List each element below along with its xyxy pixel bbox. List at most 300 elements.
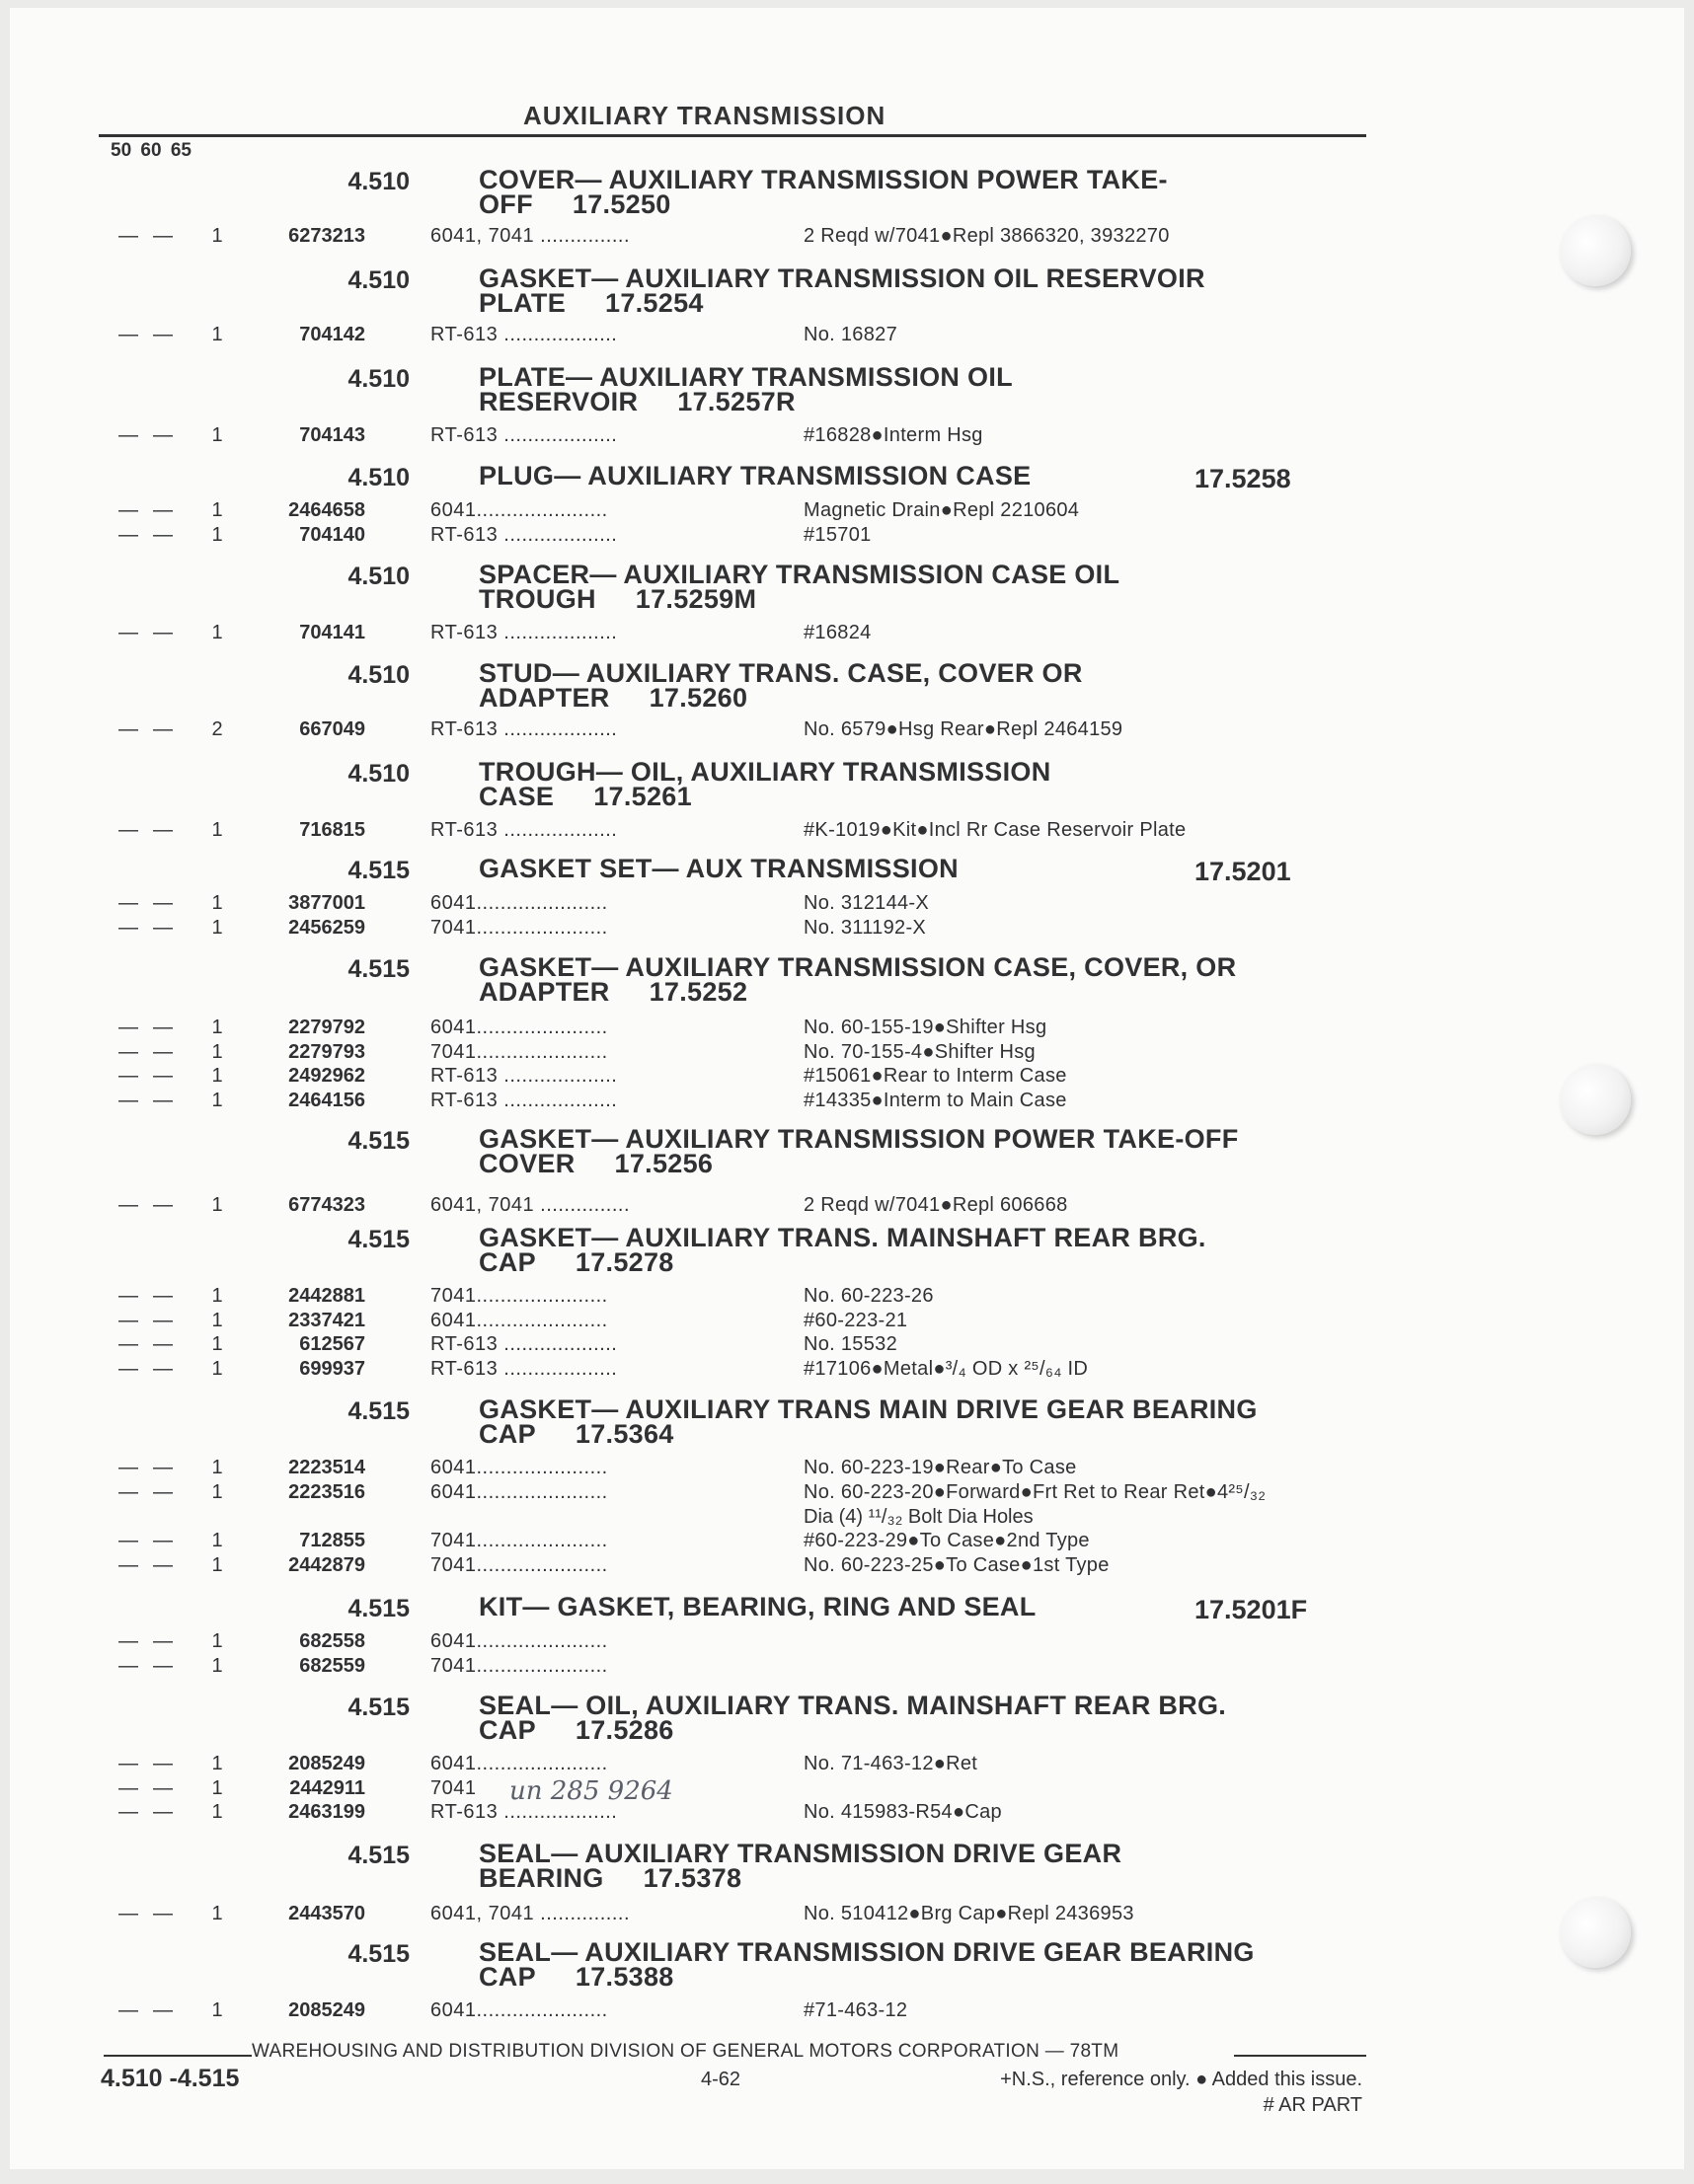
section-title (479, 1124, 1367, 1178)
part-number: 2464156 (288, 1090, 365, 1112)
part-description: #60-223-21 (804, 1309, 908, 1331)
section-title-line2 (479, 288, 1367, 318)
year-columns: 50 60 65 (111, 140, 192, 161)
part-number: 667049 (299, 718, 365, 740)
section-reference: 17.5257R (677, 387, 796, 416)
part-number: 2442911 (289, 1776, 365, 1799)
model-application: 6041...................... (430, 892, 608, 914)
qty-1950: — (118, 1903, 138, 1924)
part-row (0, 324, 1694, 347)
section-title (479, 1592, 1367, 1621)
part-row (0, 1310, 1694, 1333)
model-application: 7041...................... (430, 1530, 608, 1552)
qty-1960: — (153, 1776, 173, 1799)
section-title-continuation: RESERVOIR (479, 387, 639, 416)
qty-1960: — (153, 1285, 173, 1307)
part-description: #15061●Rear to Interm Case (804, 1065, 1067, 1088)
part-number: 6273213 (288, 225, 365, 247)
part-number: 6774323 (288, 1194, 365, 1216)
qty-1965: 1 (211, 1065, 223, 1088)
section-title-line1: GASKET— AUXILIARY TRANSMISSION POWER TAKE-OFF (479, 1124, 1239, 1154)
model-application: RT-613 ................... (430, 1333, 618, 1356)
section-title (479, 757, 1367, 811)
model-application: 7041...................... (430, 1285, 608, 1307)
model-application: 7041...................... (430, 1654, 608, 1677)
part-number: 712855 (299, 1530, 365, 1552)
page-title: AUXILIARY TRANSMISSION (523, 101, 886, 130)
qty-1965: 1 (211, 1358, 223, 1381)
model-application: RT-613 ................... (430, 819, 618, 841)
qty-1965: 1 (211, 1776, 223, 1799)
part-row (0, 1358, 1694, 1382)
qty-1960: — (153, 1654, 173, 1677)
part-description: Magnetic Drain●Repl 2210604 (804, 499, 1080, 521)
qty-1950: — (118, 324, 138, 345)
part-description: No. 6579●Hsg Rear●Repl 2464159 (804, 718, 1123, 740)
qty-1960: — (153, 1457, 173, 1478)
footer-rule-left (104, 2055, 252, 2057)
part-row (0, 1801, 1694, 1825)
section-title-continuation: CAP (479, 1962, 536, 1992)
qty-1960: — (153, 1630, 173, 1652)
part-description: No. 415983-R54●Cap (804, 1801, 1002, 1824)
section-title (479, 658, 1367, 713)
section-reference: 17.5258 (1194, 464, 1291, 493)
section-reference: 17.5261 (593, 782, 692, 811)
qty-1965: 1 (211, 1017, 223, 1038)
section-title (479, 461, 1367, 490)
part-description: No. 60-155-19●Shifter Hsg (804, 1017, 1047, 1038)
model-application: 7041...................... (430, 1553, 608, 1576)
part-row (0, 819, 1694, 843)
qty-1950: — (118, 1090, 138, 1112)
section-code: 4.515 (347, 1940, 410, 1968)
part-number: 2223516 (288, 1480, 365, 1503)
section-title (479, 165, 1367, 219)
qty-1965: 1 (211, 424, 223, 446)
qty-1950: — (118, 1530, 138, 1552)
part-number: 612567 (299, 1333, 365, 1356)
qty-1960: — (153, 622, 173, 643)
section-title-line1: GASKET— AUXILIARY TRANSMISSION OIL RESERVOIR (479, 264, 1205, 293)
part-row (0, 1999, 1694, 2023)
section-title-continuation: CAP (479, 1247, 536, 1277)
part-number: 2279792 (288, 1017, 365, 1038)
model-application: 6041...................... (430, 1017, 608, 1038)
section-code: 4.515 (347, 1127, 410, 1155)
part-description: #17106●Metal●³/₄ OD x ²⁵/₆₄ ID (804, 1358, 1089, 1381)
part-row (0, 225, 1694, 249)
section-code: 4.515 (347, 1694, 410, 1721)
section-code: 4.515 (347, 1595, 410, 1622)
part-number: 704143 (299, 424, 365, 446)
qty-1950: — (118, 892, 138, 914)
section-title-line2 (479, 1419, 1367, 1449)
section-title-continuation: CAP (479, 1419, 536, 1449)
model-application: 7041...................... (430, 1040, 608, 1063)
section-title (479, 1394, 1367, 1449)
section-reference: 17.5286 (575, 1715, 674, 1745)
model-application: RT-613 ................... (430, 622, 618, 643)
part-number: 2279793 (288, 1040, 365, 1063)
part-description: No. 311192-X (804, 916, 927, 939)
part-row (0, 892, 1694, 916)
part-row (0, 1285, 1694, 1309)
section-reference: 17.5364 (575, 1419, 674, 1449)
part-description: #60-223-29●To Case●2nd Type (804, 1530, 1090, 1552)
qty-1950: — (118, 819, 138, 841)
part-row (0, 1065, 1694, 1089)
qty-1950: — (118, 1776, 138, 1799)
part-row (0, 1630, 1694, 1654)
section-title (479, 854, 1367, 883)
part-description: #16824 (804, 622, 872, 643)
model-application: RT-613 ................... (430, 1065, 618, 1088)
qty-1960: — (153, 523, 173, 546)
qty-1965: 1 (211, 523, 223, 546)
qty-1960: — (153, 916, 173, 939)
part-number: 2337421 (288, 1309, 365, 1331)
part-row (0, 1480, 1694, 1528)
model-application: 7041...................... (430, 916, 608, 939)
qty-1950: — (118, 1194, 138, 1216)
section-title-continuation: OFF (479, 189, 533, 219)
qty-1960: — (153, 1017, 173, 1038)
model-application: 6041...................... (430, 1309, 608, 1331)
model-application: RT-613 ................... (430, 718, 618, 740)
qty-1965: 1 (211, 916, 223, 939)
qty-1960: — (153, 718, 173, 740)
qty-1950: — (118, 1285, 138, 1307)
qty-1960: — (153, 1530, 173, 1552)
part-row (0, 424, 1694, 448)
section-reference: 17.5252 (649, 977, 748, 1007)
part-row (0, 1017, 1694, 1040)
qty-1965: 1 (211, 1480, 223, 1503)
section-title (479, 1839, 1367, 1893)
qty-1950: — (118, 1040, 138, 1063)
part-description: #16828●Interm Hsg (804, 424, 983, 446)
model-application: 6041, 7041 ............... (430, 225, 631, 247)
qty-1950: — (118, 1457, 138, 1478)
part-number: 704142 (299, 324, 365, 345)
section-title-continuation: COVER (479, 1149, 576, 1178)
qty-1950: — (118, 1630, 138, 1652)
qty-1965: 1 (211, 225, 223, 247)
model-application: 6041...................... (430, 1630, 608, 1652)
qty-1960: — (153, 1358, 173, 1381)
qty-1950: — (118, 1753, 138, 1774)
qty-1965: 1 (211, 1553, 223, 1576)
section-title-continuation: PLATE (479, 288, 566, 318)
part-description: No. 71-463-12●Ret (804, 1753, 978, 1774)
qty-1965: 1 (211, 892, 223, 914)
qty-1960: — (153, 1065, 173, 1088)
model-application: RT-613 ................... (430, 1090, 618, 1112)
model-application: 6041, 7041 ............... (430, 1903, 631, 1924)
section-title-line1: GASKET— AUXILIARY TRANS MAIN DRIVE GEAR BEARING (479, 1394, 1258, 1424)
qty-1965: 1 (211, 1753, 223, 1774)
qty-1960: — (153, 1801, 173, 1824)
section-title (479, 1223, 1367, 1277)
section-title (479, 266, 1367, 316)
part-number: 2223514 (288, 1457, 365, 1478)
section-title-line1: SPACER— AUXILIARY TRANSMISSION CASE OIL (479, 560, 1120, 589)
section-reference: 17.5378 (643, 1863, 742, 1893)
model-application: RT-613 ................... (430, 523, 618, 546)
section-title-line1: GASKET— AUXILIARY TRANSMISSION CASE, COVER, OR (479, 952, 1237, 982)
part-description: #K-1019●Kit●Incl Rr Case Reservoir Plate (804, 819, 1187, 841)
qty-1960: — (153, 892, 173, 914)
section-title-continuation: CASE (479, 782, 555, 811)
qty-1950: — (118, 424, 138, 446)
part-description: No. 510412●Brg Cap●Repl 2436953 (804, 1903, 1134, 1924)
legend-notes: +N.S., reference only. ● Added this issue. (1000, 2069, 1362, 2090)
section-reference: 17.5278 (575, 1247, 674, 1277)
part-number: 2442879 (288, 1553, 365, 1576)
part-number: 2463199 (288, 1801, 365, 1824)
section-code: 4.515 (347, 1397, 410, 1425)
model-application: 6041...................... (430, 1480, 608, 1503)
part-description: No. 60-223-20●Forward●Frt Ret to Rear Ret●4²⁵/₃₂ (804, 1480, 1267, 1503)
qty-1950: — (118, 1065, 138, 1088)
qty-1965: 1 (211, 324, 223, 345)
qty-1965: 1 (211, 1040, 223, 1063)
section-title-line1: GASKET SET— AUX TRANSMISSION (479, 854, 959, 883)
qty-1960: — (153, 1480, 173, 1503)
section-reference: 17.5201F (1194, 1595, 1308, 1624)
qty-1950: — (118, 1553, 138, 1576)
qty-1965: 1 (211, 1194, 223, 1216)
qty-1965: 1 (211, 1801, 223, 1824)
footer-division: WAREHOUSING AND DISTRIBUTION DIVISION OF GENERAL MOTORS CORPORATION — 78TM (252, 2041, 1119, 2062)
section-title-line2 (479, 782, 1367, 811)
section-title (479, 362, 1367, 416)
section-title-continuation: ADAPTER (479, 683, 610, 713)
section-title-line1: GASKET— AUXILIARY TRANS. MAINSHAFT REAR BRG. (479, 1223, 1206, 1252)
part-number: 704141 (299, 622, 365, 643)
qty-1950: — (118, 1801, 138, 1824)
section-title-continuation: TROUGH (479, 584, 596, 614)
section-title-line2 (479, 1962, 1367, 1992)
section-title-line2 (479, 977, 1367, 1007)
section-title-line2 (479, 189, 1367, 219)
qty-1950: — (118, 499, 138, 521)
part-description: No. 60-223-19●Rear●To Case (804, 1457, 1077, 1478)
part-row (0, 917, 1694, 941)
section-title-continuation: BEARING (479, 1863, 604, 1893)
model-application: RT-613 ................... (430, 1358, 618, 1381)
qty-1965: 1 (211, 1090, 223, 1112)
qty-1960: — (153, 1309, 173, 1331)
model-application: RT-613 ................... (430, 324, 618, 345)
part-number: 3877001 (288, 892, 365, 914)
section-title-line2 (479, 683, 1367, 713)
qty-1965: 1 (211, 1333, 223, 1356)
part-row (0, 1753, 1694, 1776)
qty-1950: — (118, 718, 138, 740)
part-number: 2085249 (288, 1999, 365, 2021)
model-application: 6041, 7041 ............... (430, 1194, 631, 1216)
section-reference: 17.5254 (605, 288, 704, 318)
part-description: #71-463-12 (804, 1999, 908, 2021)
handwritten-note: un 285 9264 (509, 1776, 673, 1806)
qty-1950: — (118, 1480, 138, 1503)
section-title-line1: KIT— GASKET, BEARING, RING AND SEAL (479, 1592, 1037, 1621)
part-row (0, 1457, 1694, 1480)
section-code: 4.510 (347, 168, 410, 195)
qty-1950: — (118, 225, 138, 247)
qty-1950: — (118, 1999, 138, 2021)
section-title-line1: SEAL— OIL, AUXILIARY TRANS. MAINSHAFT REAR BRG. (479, 1691, 1227, 1720)
part-row (0, 1777, 1694, 1801)
qty-1960: — (153, 324, 173, 345)
qty-1960: — (153, 1040, 173, 1063)
qty-1950: — (118, 1358, 138, 1381)
section-title (479, 1691, 1367, 1745)
qty-1960: — (153, 1553, 173, 1576)
part-row (0, 1903, 1694, 1926)
section-title-continuation: ADAPTER (479, 977, 610, 1007)
part-number: 716815 (299, 819, 365, 841)
qty-1965: 2 (211, 718, 223, 740)
part-description: #14335●Interm to Main Case (804, 1090, 1067, 1112)
part-description: No. 15532 (804, 1333, 897, 1356)
part-number: 704140 (299, 523, 365, 546)
qty-1960: — (153, 819, 173, 841)
section-title (479, 1937, 1367, 1992)
part-description: #15701 (804, 523, 872, 546)
part-description: No. 16827 (804, 324, 897, 345)
qty-1965: 1 (211, 499, 223, 521)
part-number: 2442881 (288, 1285, 365, 1307)
section-title (479, 560, 1367, 614)
qty-1960: — (153, 424, 173, 446)
section-title-line1: COVER— AUXILIARY TRANSMISSION POWER TAKE- (479, 165, 1168, 194)
qty-1960: — (153, 1194, 173, 1216)
qty-1965: 1 (211, 1309, 223, 1331)
qty-1965: 1 (211, 622, 223, 643)
qty-1960: — (153, 225, 173, 247)
legend-ar-part: # AR PART (1263, 2094, 1362, 2116)
part-description: No. 60-223-26 (804, 1285, 934, 1307)
section-title (479, 952, 1367, 1007)
qty-1960: — (153, 1333, 173, 1356)
section-reference: 17.5259M (635, 584, 757, 614)
qty-1960: — (153, 1090, 173, 1112)
section-reference: 17.5201 (1194, 857, 1291, 886)
page-number: 4-62 (701, 2069, 741, 2090)
part-number: 682558 (299, 1630, 365, 1652)
section-title-line2 (479, 1715, 1367, 1745)
qty-1950: — (118, 1017, 138, 1038)
part-row (0, 1194, 1694, 1218)
part-row (0, 1554, 1694, 1578)
section-title-line1: SEAL— AUXILIARY TRANSMISSION DRIVE GEAR (479, 1839, 1122, 1868)
section-reference: 17.5260 (649, 683, 748, 713)
section-title-line1: PLUG— AUXILIARY TRANSMISSION CASE (479, 461, 1032, 490)
section-code: 4.515 (347, 1226, 410, 1253)
section-reference: 17.5256 (614, 1149, 714, 1178)
part-number: 682559 (299, 1654, 365, 1677)
part-row (0, 1333, 1694, 1357)
model-application: RT-613 ................... (430, 424, 618, 446)
section-title-line2 (479, 1247, 1367, 1277)
part-row (0, 1530, 1694, 1553)
section-code: 4.510 (347, 563, 410, 590)
section-title-line1: STUD— AUXILIARY TRANS. CASE, COVER OR (479, 658, 1083, 688)
section-title-line2 (479, 1149, 1367, 1178)
model-application: 7041 (430, 1776, 477, 1799)
qty-1960: — (153, 1753, 173, 1774)
section-code: 4.515 (347, 1842, 410, 1869)
part-row (0, 1090, 1694, 1113)
part-row (0, 1041, 1694, 1065)
part-description: 2 Reqd w/7041●Repl 606668 (804, 1194, 1068, 1216)
qty-1965: 1 (211, 1530, 223, 1552)
part-number: 2464658 (288, 499, 365, 521)
section-code: 4.515 (347, 955, 410, 983)
header-rule (99, 134, 1366, 137)
part-description: No. 70-155-4●Shifter Hsg (804, 1040, 1036, 1063)
model-application: 6041...................... (430, 1999, 608, 2021)
qty-1965: 1 (211, 1630, 223, 1652)
qty-1960: — (153, 1999, 173, 2021)
section-title-line2 (479, 584, 1367, 614)
part-number: 2456259 (288, 916, 365, 939)
qty-1950: — (118, 622, 138, 643)
part-description: 2 Reqd w/7041●Repl 3866320, 3932270 (804, 225, 1170, 247)
part-row (0, 524, 1694, 548)
part-number: 2085249 (288, 1753, 365, 1774)
qty-1965: 1 (211, 1654, 223, 1677)
part-number: 2492962 (288, 1065, 365, 1088)
part-number: 699937 (299, 1358, 365, 1381)
part-description: No. 312144-X (804, 892, 930, 914)
section-reference: 17.5388 (575, 1962, 674, 1992)
section-title-line1: SEAL— AUXILIARY TRANSMISSION DRIVE GEAR BEARING (479, 1937, 1255, 1967)
section-title-line2 (479, 1863, 1367, 1893)
model-application: 6041...................... (430, 1753, 608, 1774)
qty-1950: — (118, 523, 138, 546)
section-code: 4.515 (347, 857, 410, 884)
section-code: 4.510 (347, 661, 410, 689)
page-range: 4.510 -4.515 (101, 2065, 240, 2092)
part-row (0, 499, 1694, 523)
section-title-line1: PLATE— AUXILIARY TRANSMISSION OIL (479, 362, 1013, 392)
qty-1950: — (118, 916, 138, 939)
section-title-continuation: CAP (479, 1715, 536, 1745)
part-description-continued: Dia (4) ¹¹/₃₂ Bolt Dia Holes (804, 1505, 1034, 1528)
footer-rule-right (1234, 2055, 1366, 2057)
part-row (0, 622, 1694, 645)
qty-1965: 1 (211, 1457, 223, 1478)
qty-1965: 1 (211, 1903, 223, 1924)
section-code: 4.510 (347, 266, 410, 294)
qty-1965: 1 (211, 819, 223, 841)
qty-1950: — (118, 1333, 138, 1356)
section-title-line2 (479, 387, 1367, 416)
part-row (0, 1655, 1694, 1679)
part-row (0, 718, 1694, 742)
qty-1960: — (153, 1903, 173, 1924)
model-application: 6041...................... (430, 1457, 608, 1478)
model-application: 6041...................... (430, 499, 608, 521)
section-code: 4.510 (347, 365, 410, 393)
part-description: No. 60-223-25●To Case●1st Type (804, 1553, 1110, 1576)
section-code: 4.510 (347, 760, 410, 788)
model-application: RT-613 ................... (430, 1801, 618, 1824)
